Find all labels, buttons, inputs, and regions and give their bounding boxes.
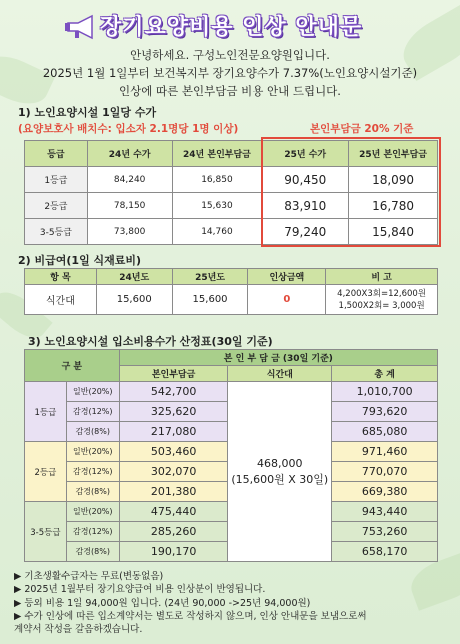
total-cell: 971,460: [332, 442, 438, 462]
type-cell: 감경(8%): [66, 422, 119, 442]
section1-title: 1) 노인요양시설 1일당 수가: [18, 106, 157, 119]
value-cell: 16,850: [172, 167, 262, 193]
page-title: 장기요양비용 인상 안내문: [100, 15, 363, 40]
grade-cell: 1등급: [25, 382, 67, 442]
monthly-cost-table: [24, 349, 438, 562]
type-cell: 일반(20%): [66, 382, 119, 402]
copay-cell: 190,170: [119, 542, 228, 562]
section1-note-left: (요양보호사 배치수: 입소자 2.1명당 1명 이상): [18, 123, 239, 135]
group-header: 본 인 부 담 금 (30일 기준): [119, 350, 437, 366]
col-header: 등급: [25, 141, 88, 167]
grade-cell: 3-5등급: [25, 219, 88, 245]
intro-line-3: 인상에 따른 본인부담금 비용 안내 드립니다.: [119, 84, 341, 98]
note-item: 계약서 작성을 갈음하겠습니다.: [14, 624, 143, 636]
col-header: 24년 수가: [87, 141, 172, 167]
copay-cell: 325,620: [119, 402, 228, 422]
copay-cell: 302,070: [119, 462, 228, 482]
value-cell: 73,800: [87, 219, 172, 245]
total-cell: 770,070: [332, 462, 438, 482]
table-row: [25, 193, 438, 219]
section2-title: 2) 비급여(1일 식재료비): [18, 254, 142, 267]
total-cell: 685,080: [332, 422, 438, 442]
total-cell: 1,010,700: [332, 382, 438, 402]
grade-cell: 2등급: [25, 193, 88, 219]
increase-cell: 0: [248, 285, 326, 315]
intro-line-1: 안녕하세요. 구성노인전문요양원입니다.: [130, 48, 330, 62]
table-row: [25, 167, 438, 193]
type-cell: 일반(20%): [66, 442, 119, 462]
note-item: ▶ 등외 비용 1일 94,000원 입니다. (24년 90,000 ->25년 94,000원): [14, 597, 311, 609]
section3-title: 3) 노인요양시설 입소비용수가 산정표(30일 기준): [28, 335, 273, 348]
col-header: 항 목: [25, 269, 97, 285]
total-cell: 793,620: [332, 402, 438, 422]
col-header: 24년도: [96, 269, 172, 285]
megaphone-icon: [64, 14, 98, 40]
col-header: 총 계: [332, 366, 438, 382]
col-header: 25년도: [172, 269, 248, 285]
table-row: [25, 285, 438, 315]
value-cell: 16,780: [349, 193, 438, 219]
meal-value: 468,000: [257, 456, 303, 470]
division-header: 구 분: [25, 350, 120, 382]
copay-cell: 201,380: [119, 482, 228, 502]
type-cell: 감경(8%): [66, 542, 119, 562]
total-cell: 658,170: [332, 542, 438, 562]
intro-line-2: 2025년 1월 1일부터 보건복지부 장기요양수가 7.37%(노인요양시설기준): [42, 66, 418, 80]
value-cell: 90,450: [262, 167, 349, 193]
type-cell: 감경(12%): [66, 402, 119, 422]
item-cell: 식간대: [25, 285, 97, 315]
copay-cell: 475,440: [119, 502, 228, 522]
table-row: [25, 219, 438, 245]
type-cell: 감경(8%): [66, 482, 119, 502]
copay-cell: 503,460: [119, 442, 228, 462]
value-cell: 78,150: [87, 193, 172, 219]
meal-cost-table: [24, 268, 438, 315]
value-cell: 79,240: [262, 219, 349, 245]
daily-fee-table: [24, 140, 438, 245]
col-header: 25년 수가: [262, 141, 349, 167]
value-cell: 84,240: [87, 167, 172, 193]
grade-cell: 3-5등급: [25, 502, 67, 562]
copay-cell: 217,080: [119, 422, 228, 442]
value-cell: 83,910: [262, 193, 349, 219]
type-cell: 일반(20%): [66, 502, 119, 522]
table-row: [25, 382, 438, 402]
note-line-1: 4,200X3회=12,600원: [337, 288, 427, 299]
type-cell: 감경(12%): [66, 462, 119, 482]
meal-total-cell: [228, 382, 332, 562]
note-cell: [326, 285, 438, 315]
copay-cell: 542,700: [119, 382, 228, 402]
note-item: ▶ 수가 인상에 따른 입소계약서는 별도로 작성하지 않으며, 인상 안내문을 보냄으로써: [14, 610, 367, 622]
section1-note-right: 본인부담금 20% 기준: [310, 123, 414, 135]
type-cell: 감경(12%): [66, 522, 119, 542]
col-header: 본인부담금: [119, 366, 228, 382]
col-header: 24년 본인부담금: [172, 141, 262, 167]
value-cell: 15,630: [172, 193, 262, 219]
value-cell: 15,600: [172, 285, 248, 315]
value-cell: 18,090: [349, 167, 438, 193]
meal-formula: (15,600원 X 30일): [231, 472, 329, 486]
grade-cell: 2등급: [25, 442, 67, 502]
col-header: 비 고: [326, 269, 438, 285]
value-cell: 15,840: [349, 219, 438, 245]
copay-cell: 285,260: [119, 522, 228, 542]
value-cell: 15,600: [96, 285, 172, 315]
note-item: ▶ 2025년 1월부터 장기요양급여 비용 인상분이 반영됩니다.: [14, 584, 266, 596]
value-cell: 14,760: [172, 219, 262, 245]
col-header: 인상금액: [248, 269, 326, 285]
total-cell: 943,440: [332, 502, 438, 522]
total-cell: 669,380: [332, 482, 438, 502]
note-line-2: 1,500X2회= 3,000원: [338, 300, 425, 311]
total-cell: 753,260: [332, 522, 438, 542]
notes-list: [14, 570, 454, 636]
col-header: 식간대: [228, 366, 332, 382]
grade-cell: 1등급: [25, 167, 88, 193]
note-item: ▶ 기초생활수급자는 무료(변동없음): [14, 571, 164, 582]
col-header: 25년 본인부담금: [349, 141, 438, 167]
